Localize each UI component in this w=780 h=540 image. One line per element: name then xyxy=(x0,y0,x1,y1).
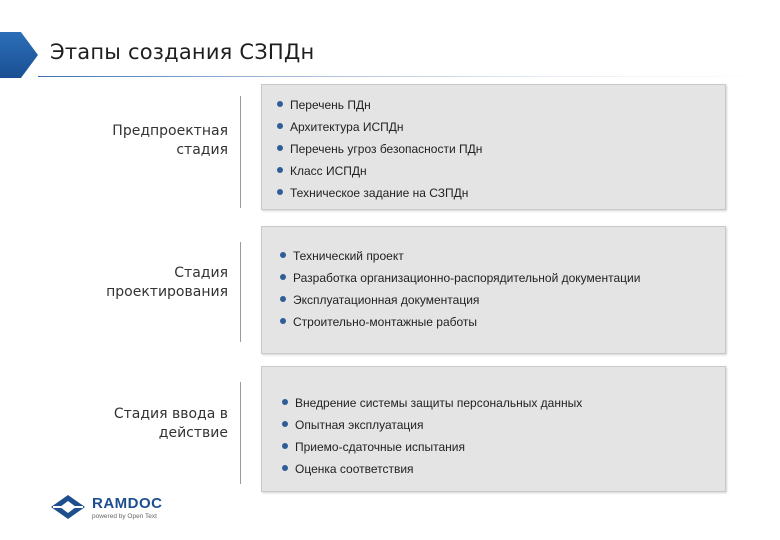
list-item xyxy=(277,440,725,462)
list-item-text: Эксплуатационная документация xyxy=(293,293,480,307)
stage-label-line: Стадия ввода в xyxy=(113,406,228,422)
bullet-icon xyxy=(280,296,286,302)
bullet-icon xyxy=(277,167,283,173)
stage-divider xyxy=(240,242,241,342)
bullet-icon xyxy=(277,123,283,129)
list-item xyxy=(275,315,725,337)
stage-divider xyxy=(240,382,241,484)
page-title: Этапы создания СЗПДн xyxy=(50,40,315,64)
stage-label-line: действие xyxy=(158,425,228,441)
stage-label-design xyxy=(88,264,228,302)
list-item xyxy=(272,142,725,164)
list-item-text: Перечень угроз безопасности ПДн xyxy=(290,142,483,156)
stage-box-commissioning xyxy=(261,366,726,492)
ramdoc-logo xyxy=(50,494,190,526)
bullet-icon xyxy=(282,399,288,405)
list-item-text: Оценка соответствия xyxy=(295,462,414,476)
stage-divider xyxy=(240,96,241,208)
list-item xyxy=(272,164,725,186)
list-item xyxy=(275,271,725,293)
title-underline xyxy=(38,76,780,77)
stage-label-commissioning xyxy=(88,405,228,443)
bullet-icon xyxy=(282,421,288,427)
list-item-text: Архитектура ИСПДн xyxy=(290,120,404,134)
bullet-list xyxy=(272,98,725,208)
bullet-icon xyxy=(277,101,283,107)
list-item xyxy=(277,418,725,440)
list-item-text: Техническое задание на СЗПДн xyxy=(290,186,469,200)
bullet-list xyxy=(275,249,725,337)
list-item xyxy=(277,462,725,484)
list-item-text: Перечень ПДн xyxy=(290,98,371,112)
ramdoc-logo-icon xyxy=(50,494,86,520)
list-item-text: Опытная эксплуатация xyxy=(295,418,424,432)
list-item xyxy=(275,249,725,271)
list-item-text: Строительно-монтажные работы xyxy=(293,315,478,329)
list-item-text: Разработка организационно-распорядительной документации xyxy=(293,271,641,285)
corner-accent-shape xyxy=(0,32,38,78)
stage-box-preproject xyxy=(261,84,726,210)
logo-tagline: powered by Open Text xyxy=(92,513,157,520)
stage-label-line: Предпроектная xyxy=(112,123,228,139)
bullet-icon xyxy=(282,465,288,471)
stage-label-line: стадия xyxy=(176,142,228,158)
bullet-icon xyxy=(282,443,288,449)
stage-label-preproject xyxy=(88,122,228,160)
list-item-text: Приемо-сдаточные испытания xyxy=(295,440,465,454)
list-item-text: Внедрение системы защиты персональных данных xyxy=(295,396,583,410)
list-item xyxy=(275,293,725,315)
list-item-text: Класс ИСПДн xyxy=(290,164,367,178)
list-item xyxy=(272,98,725,120)
bullet-list xyxy=(277,396,725,484)
stage-label-line: проектирования xyxy=(106,284,228,300)
stage-label-line: Стадия xyxy=(174,265,228,281)
bullet-icon xyxy=(277,189,283,195)
list-item xyxy=(272,186,725,208)
list-item-text: Технический проект xyxy=(293,249,404,263)
bullet-icon xyxy=(277,145,283,151)
bullet-icon xyxy=(280,318,286,324)
bullet-icon xyxy=(280,274,286,280)
logo-name: RAMDOC xyxy=(92,495,163,512)
list-item xyxy=(277,396,725,418)
stage-box-design xyxy=(261,226,726,354)
list-item xyxy=(272,120,725,142)
bullet-icon xyxy=(280,252,286,258)
